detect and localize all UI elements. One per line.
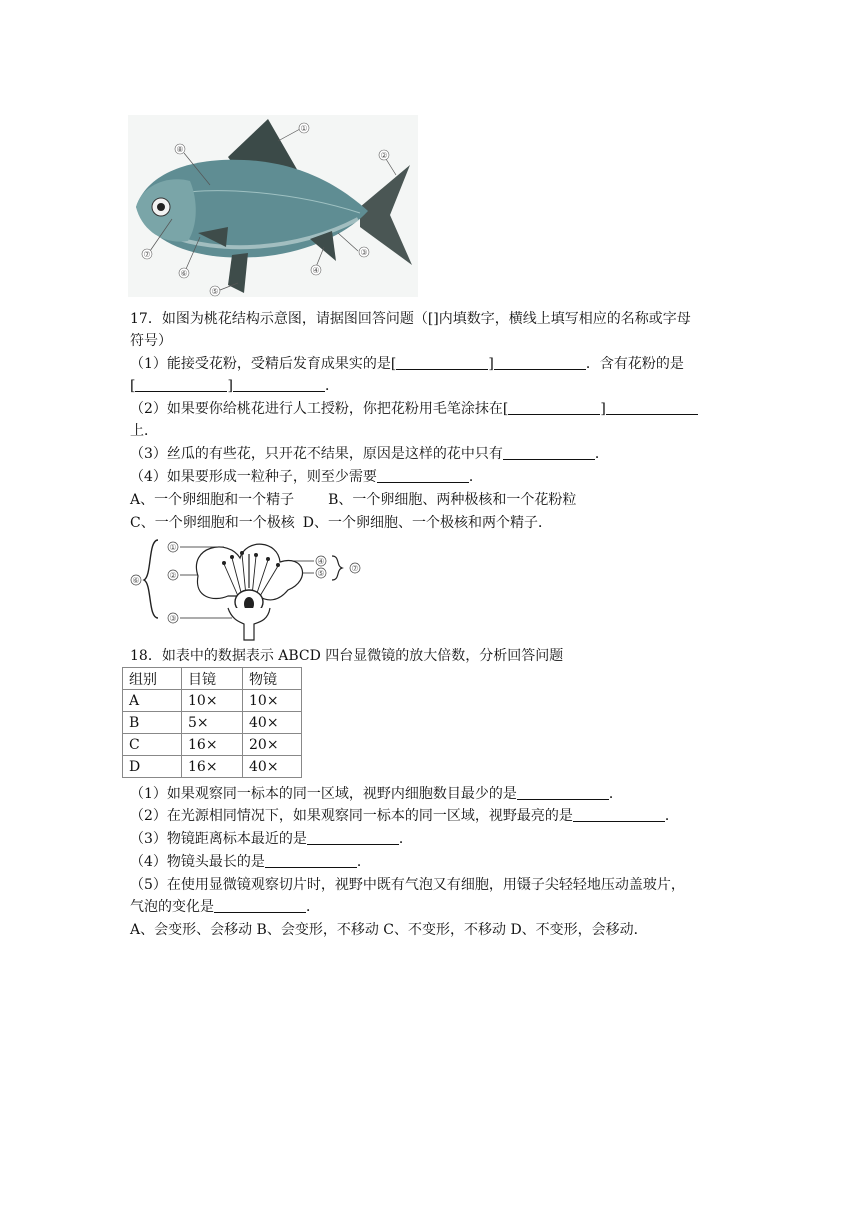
flower-label-1: ① [169, 543, 177, 552]
fish-label-8: ⑧ [176, 145, 184, 154]
flower-label-3: ③ [169, 614, 177, 623]
q17-p3-blank[interactable] [503, 445, 595, 460]
table-cell: 16× [182, 756, 243, 778]
table-cell: 20× [243, 734, 302, 756]
q18-stem: 18．如表中的数据表示 ABCD 四台显微镜的放大倍数，分析回答问题 [130, 648, 564, 664]
fish-label-4: ④ [312, 266, 320, 275]
q17-part4 [130, 467, 483, 487]
table-cell: 40× [243, 756, 302, 778]
q18-part2 [130, 806, 679, 826]
q17-stem-line2: 符号） [130, 333, 172, 349]
table-header-cell: 目镜 [182, 668, 243, 690]
fish-label-7: ⑦ [143, 250, 151, 259]
fish-figure [128, 115, 418, 297]
q18-p2-blank[interactable] [573, 807, 665, 822]
q18-part1 [130, 784, 623, 804]
table-row [123, 756, 302, 778]
q18-p5-blank[interactable] [214, 898, 306, 913]
fish-label-5: ⑤ [211, 287, 219, 296]
q18-p2-end: ． [664, 808, 679, 824]
q17-option-c: C、一个卵细胞和一个极核 [130, 515, 295, 531]
q17-p1-blank-number[interactable] [396, 355, 488, 370]
table-cell: B [123, 712, 182, 734]
q17-p2-blank-number[interactable] [508, 400, 600, 415]
flower-label-6: ⑥ [132, 576, 140, 585]
table-cell: 10× [243, 690, 302, 712]
table-header-cell: 组别 [123, 668, 182, 690]
q17-option-d: D、一个卵细胞、一个极核和两个精子． [302, 515, 552, 531]
q18-part5-line1: （5）在使用显微镜观察切片时，视野中既有气泡又有细胞，用镊子尖轻轻地压动盖玻片， [130, 877, 685, 893]
q17-part3 [130, 444, 609, 464]
q17-options-line2 [130, 513, 552, 533]
q17-option-b: B、一个卵细胞、两种极核和一个花粉粒 [328, 492, 577, 508]
q17-p2-text-a: （2）如果要你给桃花进行人工授粉，你把花粉用毛笔涂抹在[ [130, 401, 509, 417]
q17-p1-text-f: ． [324, 378, 339, 394]
q18-p1-text: （1）如果观察同一标本的同一区域，视野内细胞数目最少的是 [130, 786, 517, 802]
q18-p1-end: ． [608, 786, 623, 802]
q18-part4 [130, 852, 371, 872]
q17-options-line1 [130, 490, 576, 510]
q17-part1-line2 [130, 376, 339, 396]
q17-part1-line1 [130, 354, 684, 374]
microscope-table [122, 667, 302, 778]
q17-p1-text-d: [ [130, 378, 136, 394]
q17-p1-text-c: ．含有花粉的是 [585, 356, 684, 372]
table-header-row [123, 668, 302, 690]
fish-label-3: ③ [360, 248, 368, 257]
q17-p1-text-a: （1）能接受花粉，受精后发育成果实的是[ [130, 356, 397, 372]
q17-p1-blank-number-2[interactable] [135, 377, 227, 392]
q17-p1-text-e: ] [227, 378, 233, 394]
q17-p3-text-b: ． [594, 446, 609, 462]
q17-p2-text-b: ] [600, 401, 606, 417]
q17-stem-line1: 17．如图为桃花结构示意图，请据图回答问题（[]内填数字，横线上填写相应的名称或字母 [130, 311, 691, 327]
table-header-cell: 物镜 [243, 668, 302, 690]
q17-p4-text-b: ． [468, 469, 483, 485]
q18-p3-end: ． [398, 831, 413, 847]
fish-label-2: ② [380, 151, 388, 160]
q17-p1-blank-name[interactable] [494, 355, 586, 370]
table-cell: C [123, 734, 182, 756]
table-cell: A [123, 690, 182, 712]
q17-p4-blank[interactable] [377, 468, 469, 483]
q17-p2-blank-name[interactable] [606, 400, 698, 415]
peach-flower-figure [128, 536, 368, 642]
q18-part3 [130, 829, 413, 849]
q18-p4-text: （4）物镜头最长的是 [130, 854, 265, 870]
table-row [123, 690, 302, 712]
table-cell: 40× [243, 712, 302, 734]
flower-label-7: ⑦ [351, 564, 359, 573]
q18-p2-text: （2）在光源相同情况下，如果观察同一标本的同一区域，视野最亮的是 [130, 808, 573, 824]
flower-label-2: ② [169, 571, 177, 580]
q18-p5-text: 气泡的变化是 [130, 899, 214, 915]
q18-p1-blank[interactable] [517, 785, 609, 800]
q18-options: A、会变形、会移动 B、会变形，不移动 C、不变形，不移动 D、不变形，会移动． [130, 922, 648, 938]
q18-p4-end: ． [356, 854, 371, 870]
q18-part5-line2 [130, 897, 320, 917]
table-cell: 16× [182, 734, 243, 756]
q18-p4-blank[interactable] [265, 853, 357, 868]
table-row [123, 734, 302, 756]
flower-label-4: ④ [317, 557, 325, 566]
q17-p1-blank-name-2[interactable] [233, 377, 325, 392]
q17-option-a: A、一个卵细胞和一个精子 [130, 492, 295, 508]
flower-label-5: ⑤ [317, 569, 325, 578]
fish-label-6: ⑥ [180, 269, 188, 278]
q18-p3-blank[interactable] [307, 830, 399, 845]
q17-part2-line1 [130, 399, 698, 419]
table-cell: D [123, 756, 182, 778]
q18-p5-end: ． [306, 899, 320, 915]
q18-p3-text: （3）物镜距离标本最近的是 [130, 831, 307, 847]
fish-label-1: ① [300, 124, 308, 133]
table-cell: 5× [182, 712, 243, 734]
q17-p3-text-a: （3）丝瓜的有些花，只开花不结果，原因是这样的花中只有 [130, 446, 503, 462]
q17-p4-text-a: （4）如果要形成一粒种子，则至少需要 [130, 469, 377, 485]
q17-p1-text-b: ] [488, 356, 494, 372]
table-cell: 10× [182, 690, 243, 712]
q17-part2-line2: 上． [130, 423, 158, 439]
table-row [123, 712, 302, 734]
